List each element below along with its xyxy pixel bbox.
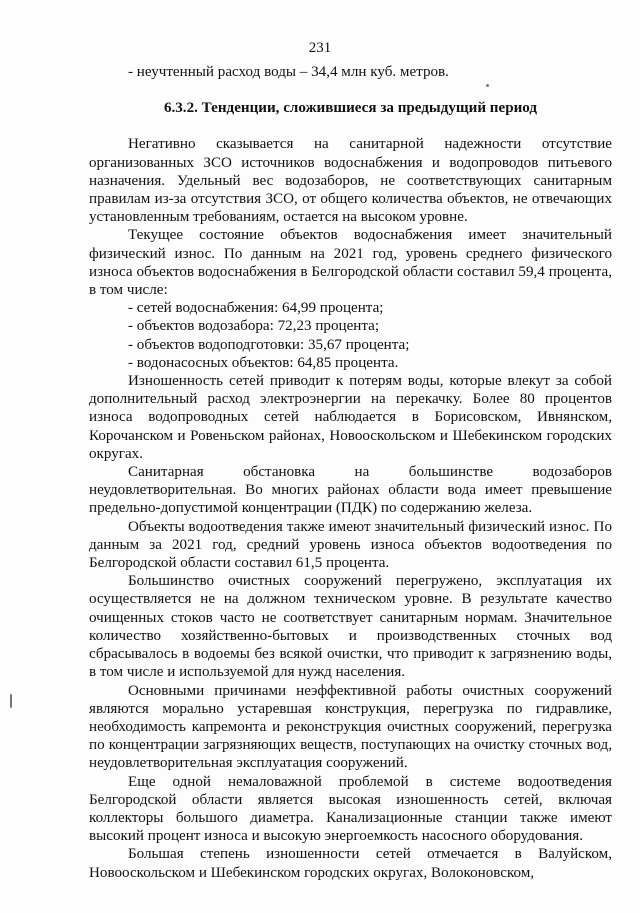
paragraph-inefficiency-causes: Основными причинами неэффективной работы очистных сооружений являются морально устаревшая конструкция, перегрузка по гидравлике, необходимость капремонта и реконструкция очистных сооружений, перегрузка по концентрации загрязняющих веществ, поступающих на очистку сточных вод, неудовлетворительная эксплуатация сооружений. (89, 682, 612, 772)
paragraph-network-losses: Изношенность сетей приводит к потерям воды, которые влекут за собой дополнительный расход электроэнергии на перекачку. Более 80 процентов износа водопроводных сетей наблюдается в Борисовском, Ивнянском, Корочанском и Ровеньском районах, Новооскольском и Шебекинском городских округах. (89, 373, 612, 462)
list-item-intakes: - объектов водозабора: 72,23 процента; (128, 318, 380, 335)
page-number: 231 (308, 40, 332, 56)
paragraph-sewerage-wear: Объекты водоотведения также имеют значительный физический износ. По данным за 2021 год, средний уровень износа объектов водоотведения по Белгородской области составил 61,5 процента. (89, 518, 612, 572)
document-body (89, 63, 612, 882)
list-item-treatment: - объектов водоподготовки: 35,67 процента; (128, 336, 410, 353)
paragraph-network-wear-regions: Большая степень изношенности сетей отмечается в Валуйском, Новооскольском и Шебекинском городских округах, Волоконовском, (89, 846, 612, 881)
paragraph-zso: Негативно сказывается на санитарной надежности отсутствие организованных ЗСО источников водоснабжения и водопроводов питьевого назначения. Удельный вес водозаборов, не соответствующих санитарным правилам из-за отсутствия ЗСО, от общего количества объектов, не отвечающих установленным требованиям, остается на высоком уровне. (89, 136, 612, 226)
paragraph-treatment-overload: Большинство очистных сооружений перегружено, эксплуатация их осуществляется не на должном техническом уровне. В результате качество очищенных стоков часто не соответствует санитарным нормам. Значительное количество хозяйственно-бытовых и производственных сточных вод сбрасывалось в водоемы без всякой очистки, что приводит к загрязнению воды, в том числе и используемой для нужд населения. (89, 573, 612, 681)
intro-line: - неучтенный расход воды – 34,4 млн куб. метров. (128, 64, 449, 80)
paragraph-sanitary-situation: Санитарная обстановка на большинстве водозаборов неудовлетворительная. Во многих районах области вода имеет превышение предельно-допустимой концентрации (ПДК) по содержанию железа. (89, 464, 612, 517)
scan-speck (486, 84, 489, 87)
paragraph-sewer-network-problem: Еще одной немаловажной проблемой в системе водоотведения Белгородской области является высокая изношенность сетей, включая коллекторы большого диаметра. Канализационные станции также имеют высокий процент износа и высокую энергоемкость насосного оборудования. (89, 773, 612, 845)
scan-speck (10, 694, 12, 708)
list-item-pumping: - водонасосных объектов: 64,85 процента. (128, 354, 399, 371)
paragraph-water-supply-wear: Текущее состояние объектов водоснабжения имеет значительный физический износ. По данным на 2021 год, уровень среднего физического износа объектов водоснабжения в Белгородской области составил 59,4 процента, в том числе: (89, 227, 612, 299)
section-heading: 6.3.2. Тенденции, сложившиеся за предыдущий период (163, 100, 538, 117)
list-item-networks: - сетей водоснабжения: 64,99 процента; (128, 300, 384, 317)
